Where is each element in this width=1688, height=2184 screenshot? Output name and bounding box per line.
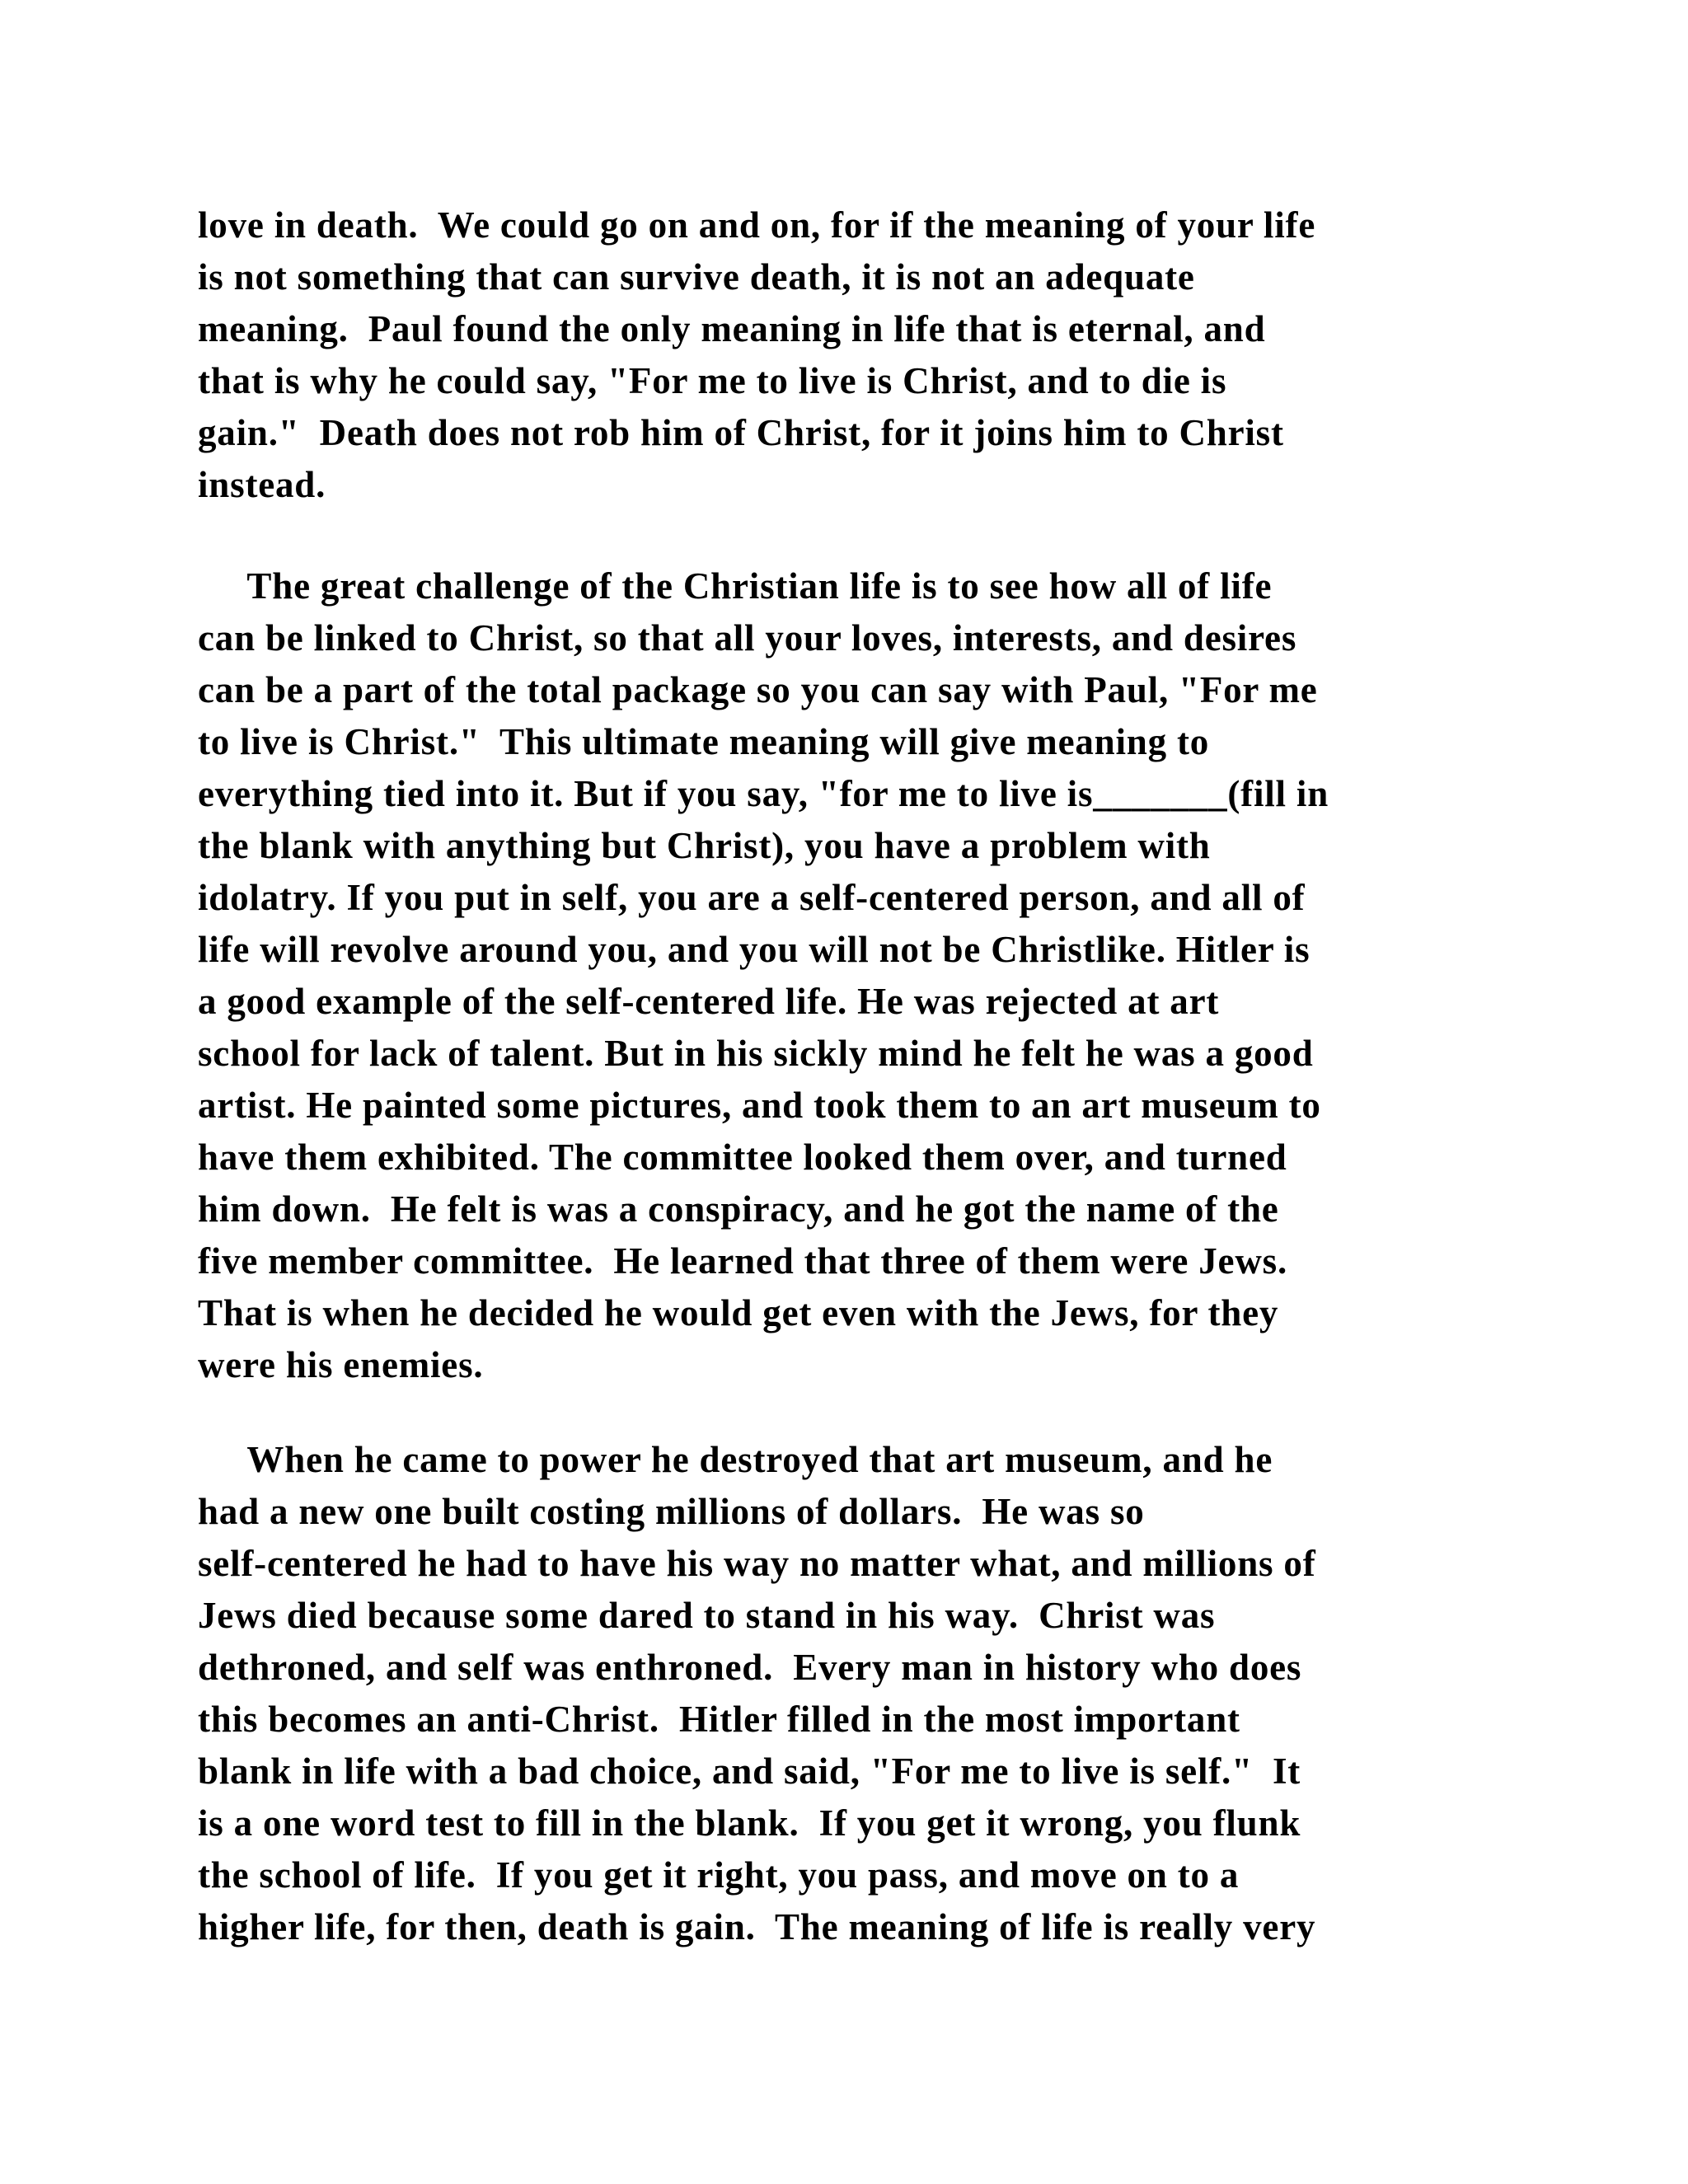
text-line: him down. He felt is was a conspiracy, and he got the name of the [198,1188,1279,1230]
text-line: a good example of the self-centered life. He was rejected at art [198,981,1220,1022]
text-line: this becomes an anti-Christ. Hitler filled in the most important [198,1699,1240,1740]
text-line: The great challenge of the Christian life is to see how all of life [198,565,1273,607]
text-line: to live is Christ." This ultimate meaning will give meaning to [198,721,1210,762]
text-line: had a new one built costing millions of dollars. He was so [198,1491,1145,1532]
paragraph-1 [198,199,1484,511]
text-line: artist. He painted some pictures, and took them to an art museum to [198,1085,1321,1126]
text-line: self-centered he had to have his way no matter what, and millions of [198,1543,1316,1584]
text-line: have them exhibited. The committee looked them over, and turned [198,1137,1287,1178]
text-line: the blank with anything but Christ), you have a problem with [198,825,1211,866]
text-line: blank in life with a bad choice, and said, "For me to live is self." It [198,1750,1301,1792]
text-line: everything tied into it. But if you say, "for me to live is_______(fill in [198,773,1329,814]
text-line: dethroned, and self was enthroned. Every man in history who does [198,1647,1302,1688]
text-line: can be a part of the total package so you can say with Paul, "For me [198,669,1318,710]
text-line: can be linked to Christ, so that all your loves, interests, and desires [198,617,1297,658]
text-line: school for lack of talent. But in his sickly mind he felt he was a good [198,1033,1314,1074]
text-line: instead. [198,464,326,505]
text-line: love in death. We could go on and on, for if the meaning of your life [198,204,1316,246]
text-line: that is why he could say, "For me to live is Christ, and to die is [198,360,1227,401]
text-line: were his enemies. [198,1344,484,1385]
paragraph-3 [198,1434,1484,1953]
text-line: life will revolve around you, and you will not be Christlike. Hitler is [198,929,1311,970]
text-line: meaning. Paul found the only meaning in life that is eternal, and [198,308,1266,349]
text-line: higher life, for then, death is gain. The meaning of life is really very [198,1906,1316,1947]
text-line: five member committee. He learned that three of them were Jews. [198,1240,1287,1282]
text-line: is a one word test to fill in the blank. If you get it wrong, you flunk [198,1802,1301,1844]
text-line: When he came to power he destroyed that art museum, and he [198,1439,1273,1480]
paragraph-2 [198,560,1484,1391]
text-line: Jews died because some dared to stand in his way. Christ was [198,1595,1216,1636]
text-line: gain." Death does not rob him of Christ, for it joins him to Christ [198,412,1284,453]
text-line: idolatry. If you put in self, you are a self-centered person, and all of [198,877,1306,918]
text-line: is not something that can survive death, it is not an adequate [198,256,1195,298]
text-line: the school of life. If you get it right, you pass, and move on to a [198,1854,1240,1896]
text-line: That is when he decided he would get even with the Jews, for they [198,1292,1279,1333]
